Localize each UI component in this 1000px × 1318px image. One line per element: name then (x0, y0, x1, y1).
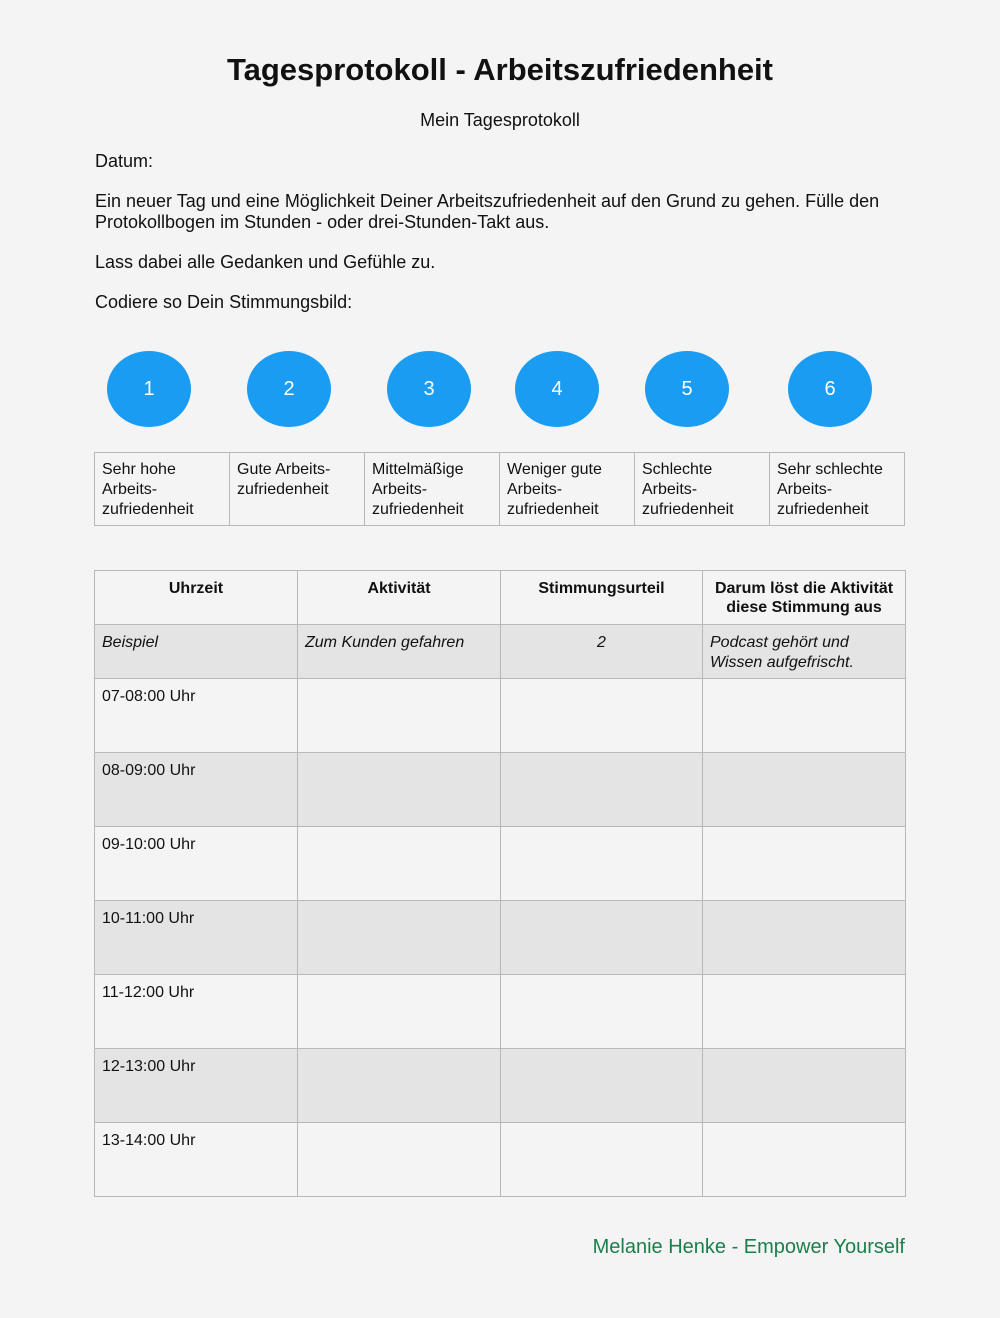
rating-cell[interactable] (501, 827, 703, 901)
footer-credit: Melanie Henke - Empower Yourself (592, 1236, 905, 1258)
protocol-header-row (95, 571, 906, 625)
datum-label: Datum: (95, 151, 154, 171)
hour-cell: 13-14:00 Uhr (95, 1123, 298, 1197)
hour-cell: 12-13:00 Uhr (95, 1049, 298, 1123)
reason-cell[interactable] (703, 1123, 906, 1197)
table-row (95, 753, 906, 827)
activity-cell[interactable] (298, 1123, 501, 1197)
example-reason: Podcast gehört und Wissen aufgefrischt. (703, 625, 906, 679)
rating-cell[interactable] (501, 679, 703, 753)
scale-circle-6: 6 (788, 351, 872, 427)
example-rating: 2 (501, 625, 703, 679)
reason-cell[interactable] (703, 753, 906, 827)
scale-circle-2: 2 (247, 351, 331, 427)
hour-cell: 09-10:00 Uhr (95, 827, 298, 901)
code-intro-text: Codiere so Dein Stimmungsbild: (95, 292, 353, 312)
example-row (95, 625, 906, 679)
reason-cell[interactable] (703, 679, 906, 753)
page-subtitle: Mein Tagesprotokoll (420, 110, 580, 130)
page-title: Tagesprotokoll - Arbeitszufriedenheit (227, 52, 773, 87)
rating-cell[interactable] (501, 901, 703, 975)
hour-cell: 08-09:00 Uhr (95, 753, 298, 827)
scale-legend-table (94, 452, 905, 526)
activity-cell[interactable] (298, 1049, 501, 1123)
table-row (95, 1049, 906, 1123)
rating-cell[interactable] (501, 975, 703, 1049)
scale-circle-5: 5 (645, 351, 729, 427)
hour-cell: 10-11:00 Uhr (95, 901, 298, 975)
protocol-table (94, 570, 906, 1197)
reason-cell[interactable] (703, 975, 906, 1049)
example-activity: Zum Kunden gefahren (298, 625, 501, 679)
activity-cell[interactable] (298, 901, 501, 975)
rating-cell[interactable] (501, 753, 703, 827)
hour-cell: 11-12:00 Uhr (95, 975, 298, 1049)
scale-label-6: Sehr schlechte Arbeits-zufriedenheit (770, 453, 905, 526)
scale-label-4: Weniger gute Arbeits-zufriedenheit (500, 453, 635, 526)
reason-cell[interactable] (703, 1049, 906, 1123)
scale-circle-1: 1 (107, 351, 191, 427)
scale-label-5: Schlechte Arbeits-zufriedenheit (635, 453, 770, 526)
scale-label-1: Sehr hohe Arbeits-zufriedenheit (95, 453, 230, 526)
table-row (95, 975, 906, 1049)
scale-circle-4: 4 (515, 351, 599, 427)
table-row (95, 1123, 906, 1197)
header-stimmungsurteil: Stimmungsurteil (501, 571, 703, 625)
example-time: Beispiel (95, 625, 298, 679)
reason-cell[interactable] (703, 827, 906, 901)
scale-circle-3: 3 (387, 351, 471, 427)
table-row (95, 827, 906, 901)
rating-cell[interactable] (501, 1123, 703, 1197)
activity-cell[interactable] (298, 753, 501, 827)
hour-cell: 07-08:00 Uhr (95, 679, 298, 753)
table-row (95, 901, 906, 975)
header-uhrzeit: Uhrzeit (95, 571, 298, 625)
activity-cell[interactable] (298, 679, 501, 753)
hint-text: Lass dabei alle Gedanken und Gefühle zu. (95, 252, 436, 272)
activity-cell[interactable] (298, 975, 501, 1049)
header-aktivitaet: Aktivität (298, 571, 501, 625)
activity-cell[interactable] (298, 827, 501, 901)
table-row (95, 679, 906, 753)
intro-text: Ein neuer Tag und eine Möglichkeit Deiner Arbeitszufriedenheit auf den Grund zu gehen. Fülle den Protokollbogen im Stunden - oder drei-Stunden-Takt aus. (95, 191, 880, 232)
rating-cell[interactable] (501, 1049, 703, 1123)
scale-label-2: Gute Arbeits-zufriedenheit (230, 453, 365, 526)
header-begruendung: Darum löst die Aktivität diese Stimmung aus (703, 571, 906, 625)
scale-label-3: Mittelmäßige Arbeits-zufriedenheit (365, 453, 500, 526)
reason-cell[interactable] (703, 901, 906, 975)
scale-legend-row (95, 453, 905, 526)
